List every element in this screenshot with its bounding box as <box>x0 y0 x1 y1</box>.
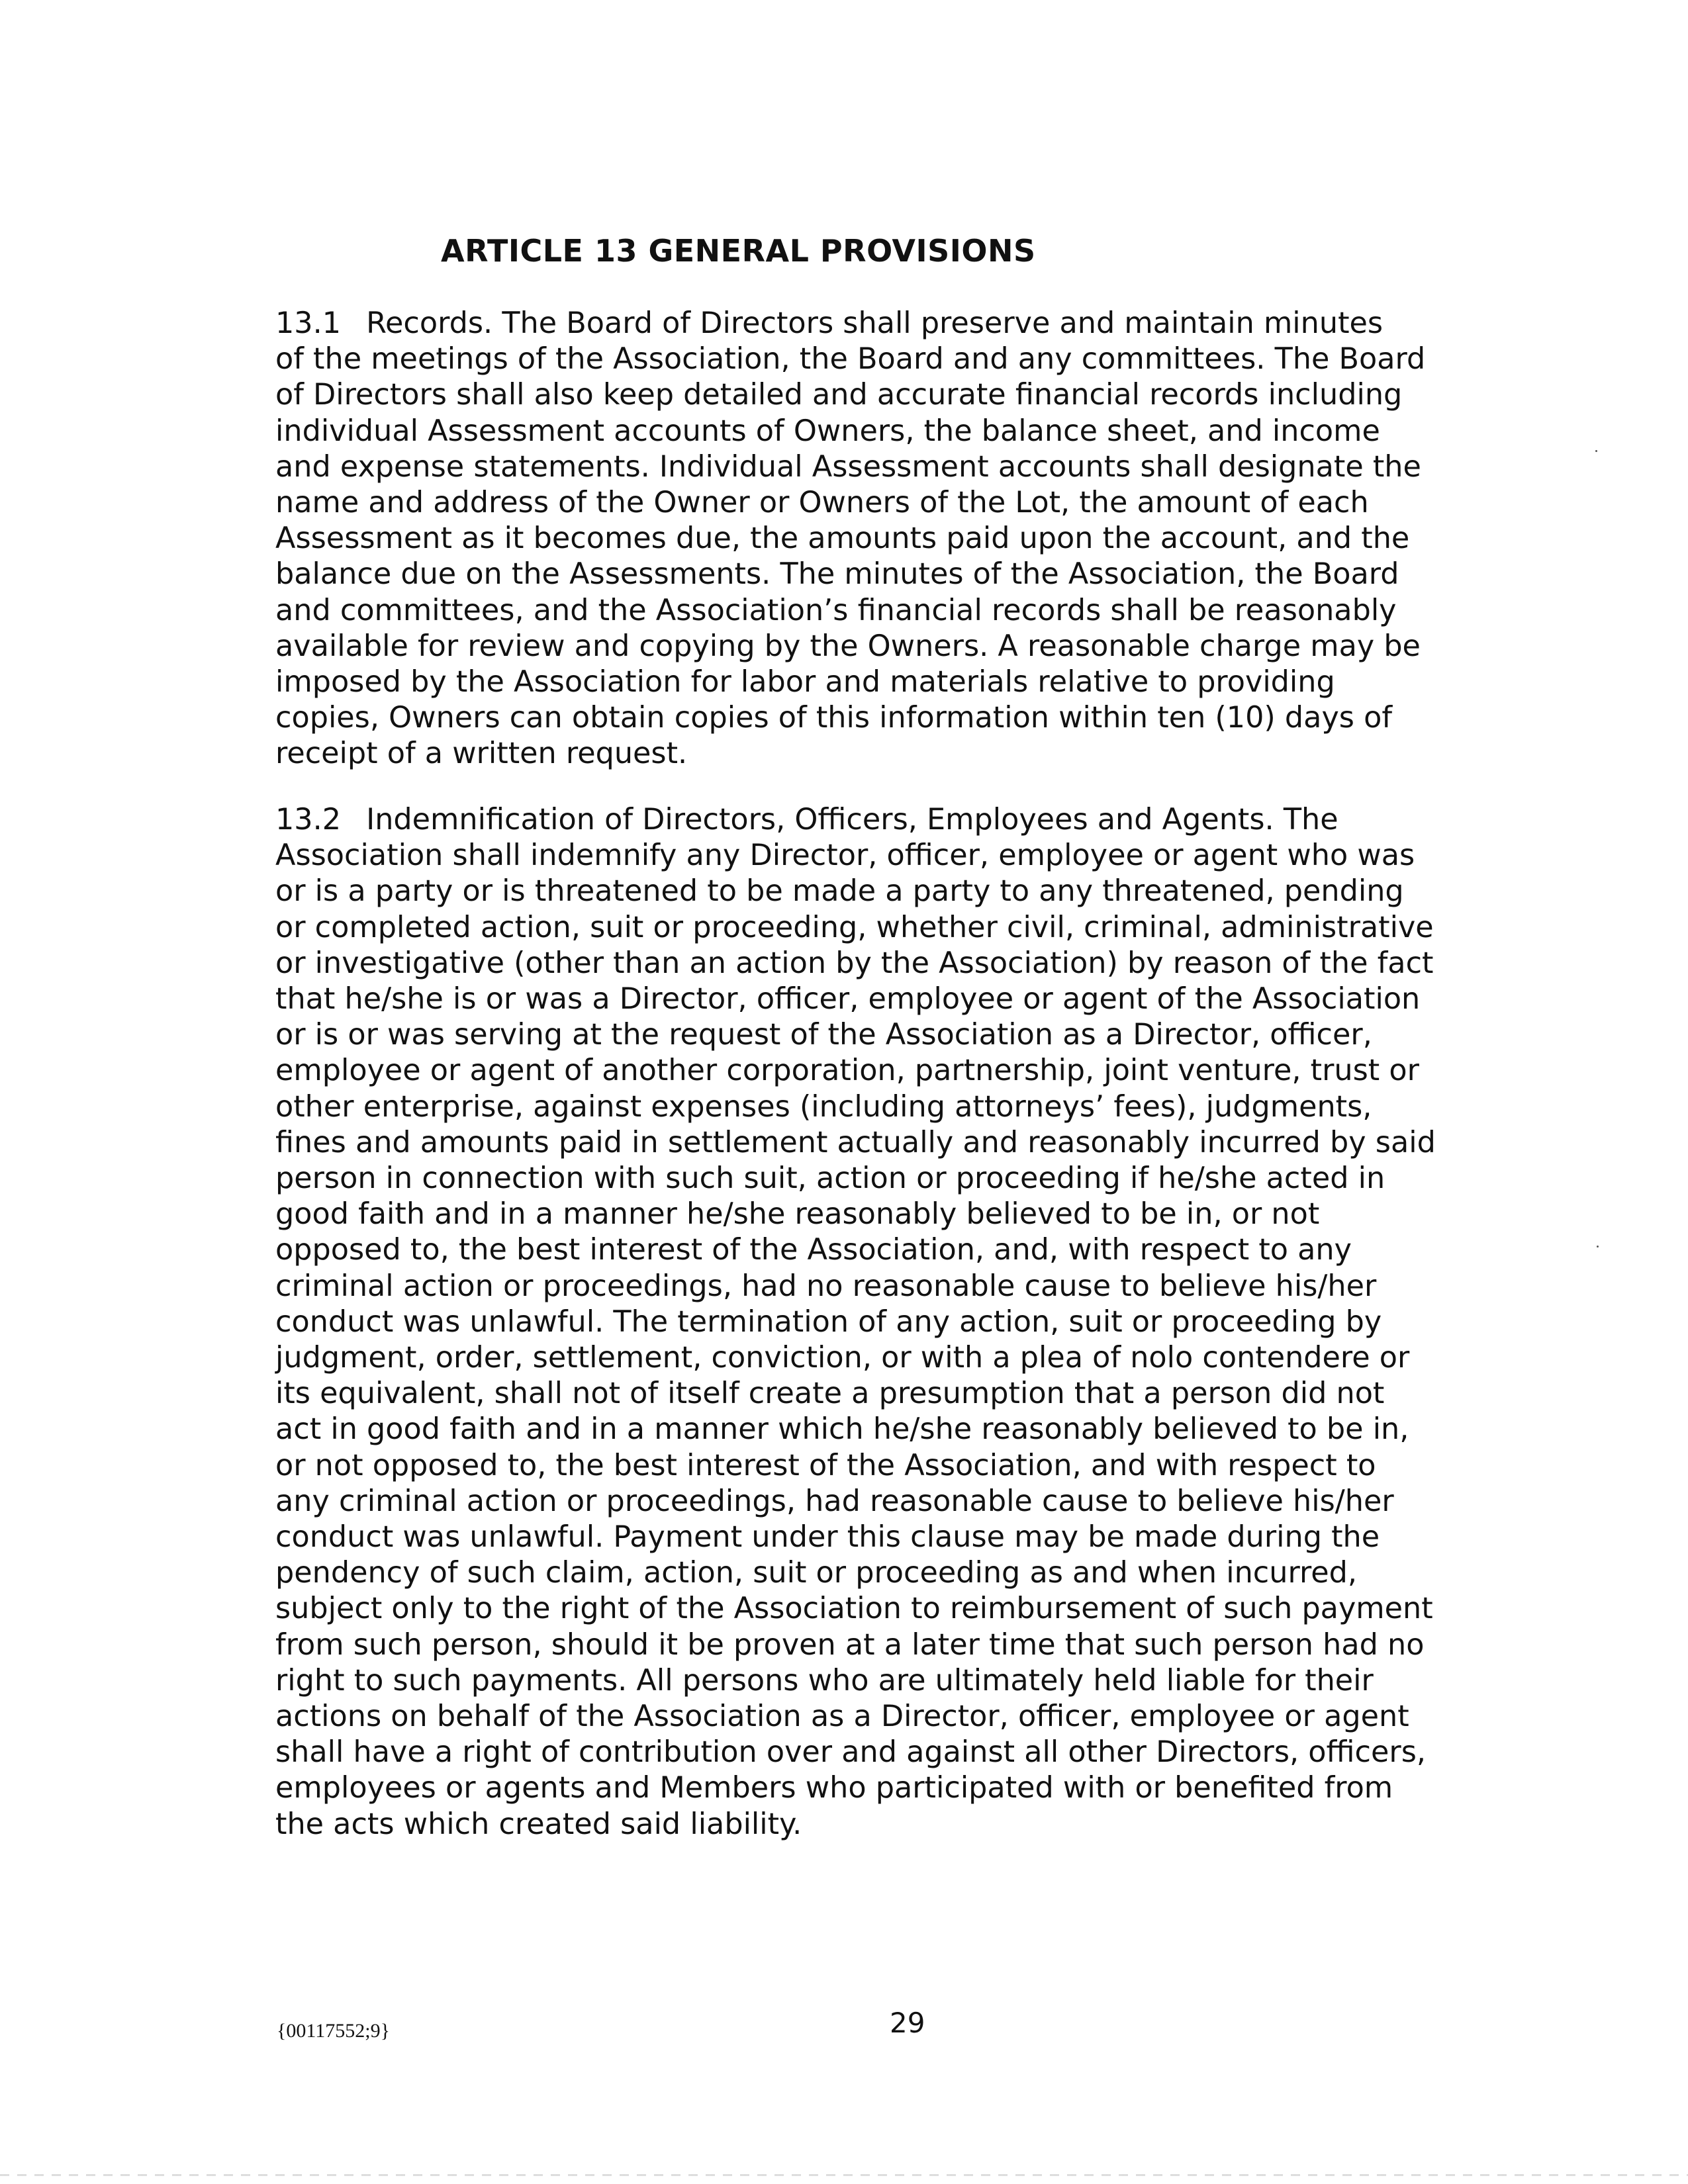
paragraph-line: or completed action, suit or proceeding, whether civil, criminal, administrative <box>275 910 1434 944</box>
document-reference: {00117552;9} <box>277 2020 391 2042</box>
paragraph-line: right to such payments. All persons who are ultimately held liable for their <box>275 1663 1374 1698</box>
paragraph-line: opposed to, the best interest of the Association, and, with respect to any <box>275 1233 1352 1267</box>
paragraph-line: actions on behalf of the Association as a Director, officer, employee or agent <box>275 1700 1409 1734</box>
paragraph-line: available for review and copying by the Owners. A reasonable charge may be <box>275 629 1421 663</box>
paragraph-line: person in connection with such suit, action or proceeding if he/she acted in <box>275 1161 1385 1196</box>
page-number: 29 <box>890 2007 925 2039</box>
section-number: 13.1 <box>275 306 342 340</box>
paragraph-line: act in good faith and in a manner which he/she reasonably believed to be in, <box>275 1412 1409 1447</box>
paragraph-line: the acts which created said liability. <box>275 1807 802 1841</box>
paragraph-line: or investigative (other than an action by the Association) by reason of the fact <box>275 946 1434 980</box>
paragraph-line: shall have a right of contribution over and against all other Directors, officers, <box>275 1735 1427 1770</box>
scan-edge-artifact <box>0 2174 1688 2176</box>
paragraph-line: other enterprise, against expenses (including attorneys’ fees), judgments, <box>275 1089 1372 1124</box>
paragraph-line: judgment, order, settlement, conviction, or with a plea of nolo contendere or <box>275 1341 1410 1375</box>
article-heading: ARTICLE 13 GENERAL PROVISIONS <box>441 233 1036 269</box>
section-13-2 <box>275 802 1440 1843</box>
paragraph-line: and committees, and the Association’s financial records shall be reasonably <box>275 593 1397 627</box>
paragraph-line: receipt of a written request. <box>275 737 688 771</box>
paragraph-text: Indemnification of Directors, Officers, Employees and Agents. The <box>366 803 1338 837</box>
paragraph-line: and expense statements. Individual Assessment accounts shall designate the <box>275 449 1421 484</box>
paragraph-line: fines and amounts paid in settlement actually and reasonably incurred by said <box>275 1125 1436 1160</box>
paragraph-line: its equivalent, shall not of itself create a presumption that a person did not <box>275 1377 1385 1411</box>
section-number: 13.2 <box>275 803 342 837</box>
paragraph-line: balance due on the Assessments. The minutes of the Association, the Board <box>275 557 1399 592</box>
paragraph-line: employees or agents and Members who participated with or benefited from <box>275 1771 1393 1805</box>
paragraph-line: or is a party or is threatened to be made a party to any threatened, pending <box>275 874 1404 909</box>
paragraph-line: imposed by the Association for labor and materials relative to providing <box>275 665 1335 700</box>
paragraph-line: individual Assessment accounts of Owners, the balance sheet, and income <box>275 414 1380 448</box>
paragraph-line: from such person, should it be proven at a later time that such person had no <box>275 1627 1425 1662</box>
paragraph-line: conduct was unlawful. Payment under this clause may be made during the <box>275 1520 1380 1555</box>
paragraph-line: of the meetings of the Association, the Board and any committees. The Board <box>275 342 1426 377</box>
paragraph-line <box>275 802 1440 838</box>
paragraph-line: or not opposed to, the best interest of the Association, and with respect to <box>275 1448 1376 1482</box>
paragraph-line: criminal action or proceedings, had no reasonable cause to believe his/her <box>275 1269 1377 1303</box>
section-13-1 <box>275 306 1440 772</box>
paragraph-line: employee or agent of another corporation, partnership, joint venture, trust or <box>275 1054 1419 1088</box>
paragraph-line: that he/she is or was a Director, officer, employee or agent of the Association <box>275 982 1421 1017</box>
paragraph-line: Assessment as it becomes due, the amounts paid upon the account, and the <box>275 522 1410 556</box>
paragraph-line: subject only to the right of the Association to reimbursement of such payment <box>275 1592 1433 1626</box>
paragraph-line: good faith and in a manner he/she reasonably believed to be in, or not <box>275 1197 1320 1232</box>
scan-speck <box>1595 450 1597 452</box>
paragraph-line: of Directors shall also keep detailed and accurate financial records including <box>275 378 1403 412</box>
paragraph-line: any criminal action or proceedings, had reasonable cause to believe his/her <box>275 1484 1394 1518</box>
paragraph-text: Records. The Board of Directors shall preserve and maintain minutes <box>366 306 1383 340</box>
paragraph-line: pendency of such claim, action, suit or proceeding as and when incurred, <box>275 1556 1358 1590</box>
paragraph-line: copies, Owners can obtain copies of this information within ten (10) days of <box>275 701 1393 735</box>
paragraph-line: name and address of the Owner or Owners of the Lot, the amount of each <box>275 486 1369 520</box>
paragraph-line: or is or was serving at the request of the Association as a Director, officer, <box>275 1018 1372 1052</box>
scan-speck <box>1597 1246 1599 1248</box>
paragraph-line: conduct was unlawful. The termination of any action, suit or proceeding by <box>275 1304 1382 1339</box>
paragraph-line: Association shall indemnify any Director, officer, employee or agent who was <box>275 839 1415 873</box>
paragraph-line <box>275 306 1440 341</box>
